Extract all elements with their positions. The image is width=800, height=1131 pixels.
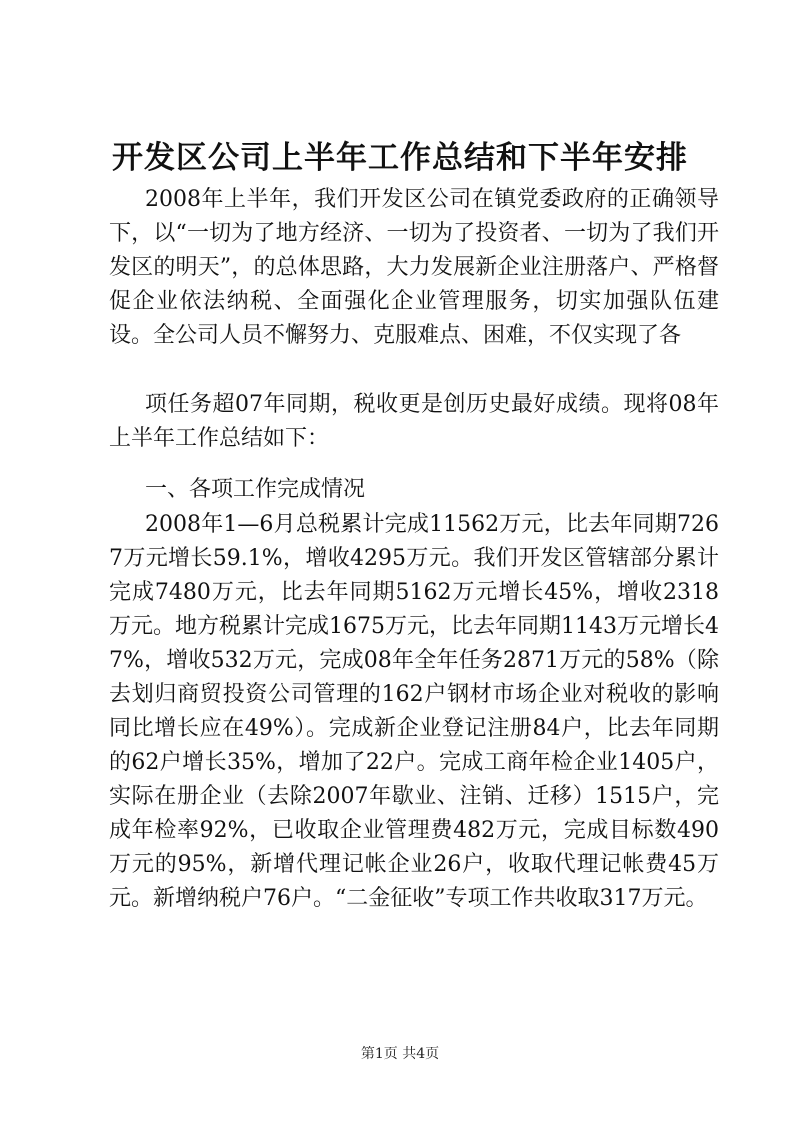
paragraph-continuation: 项任务超07年同期，税收更是创历史最好成绩。现将08年上半年工作总结如下： [109,392,719,451]
document-title: 开发区公司上半年工作总结和下半年安排 [112,140,688,176]
paragraph-intro: 2008年上半年，我们开发区公司在镇党委政府的正确领导下，以“一切为了地方经济、一切为了投资者、一切为了我们开发区的明天”，的总体思路，大力发展新企业注册落户、严格督促企业依法纳税、全面强化企业管理服务，切实加强队伍建设。全公司人员不懈努力、克服难点、困难，不仅实现了各 [109,187,719,348]
section-heading: 一、各项工作完成情况 [145,477,366,502]
paragraph-statistics: 2008年1—6月总税累计完成11562万元，比去年同期7267万元增长59.1%，增收4295万元。我们开发区管辖部分累计完成7480万元，比去年同期5162万元增长45%，增收2318万元。地方税累计完成1675万元，比去年同期1143万元增长47%，增收532万元，完成08年全年任务2871万元的58%（除去划归商贸投资公司管理的162户钢材市场企业对税收的影响同比增长应在49%）。完成新企业登记注册84户，比去年同期的62户增长35%，增加了22户。完成工商年检企业1405户，实际在册企业（去除2007年歇业、注销、迁移）1515户，完成年检率92%，已收取企业管理费482万元，完成目标数490万元的95%，新增代理记帐企业26户，收取代理记帐费45万元。新增纳税户76户。“二金征收”专项工作共收取317万元。 [109,512,719,911]
page-footer: 第1页 共4页 [360,1046,440,1062]
